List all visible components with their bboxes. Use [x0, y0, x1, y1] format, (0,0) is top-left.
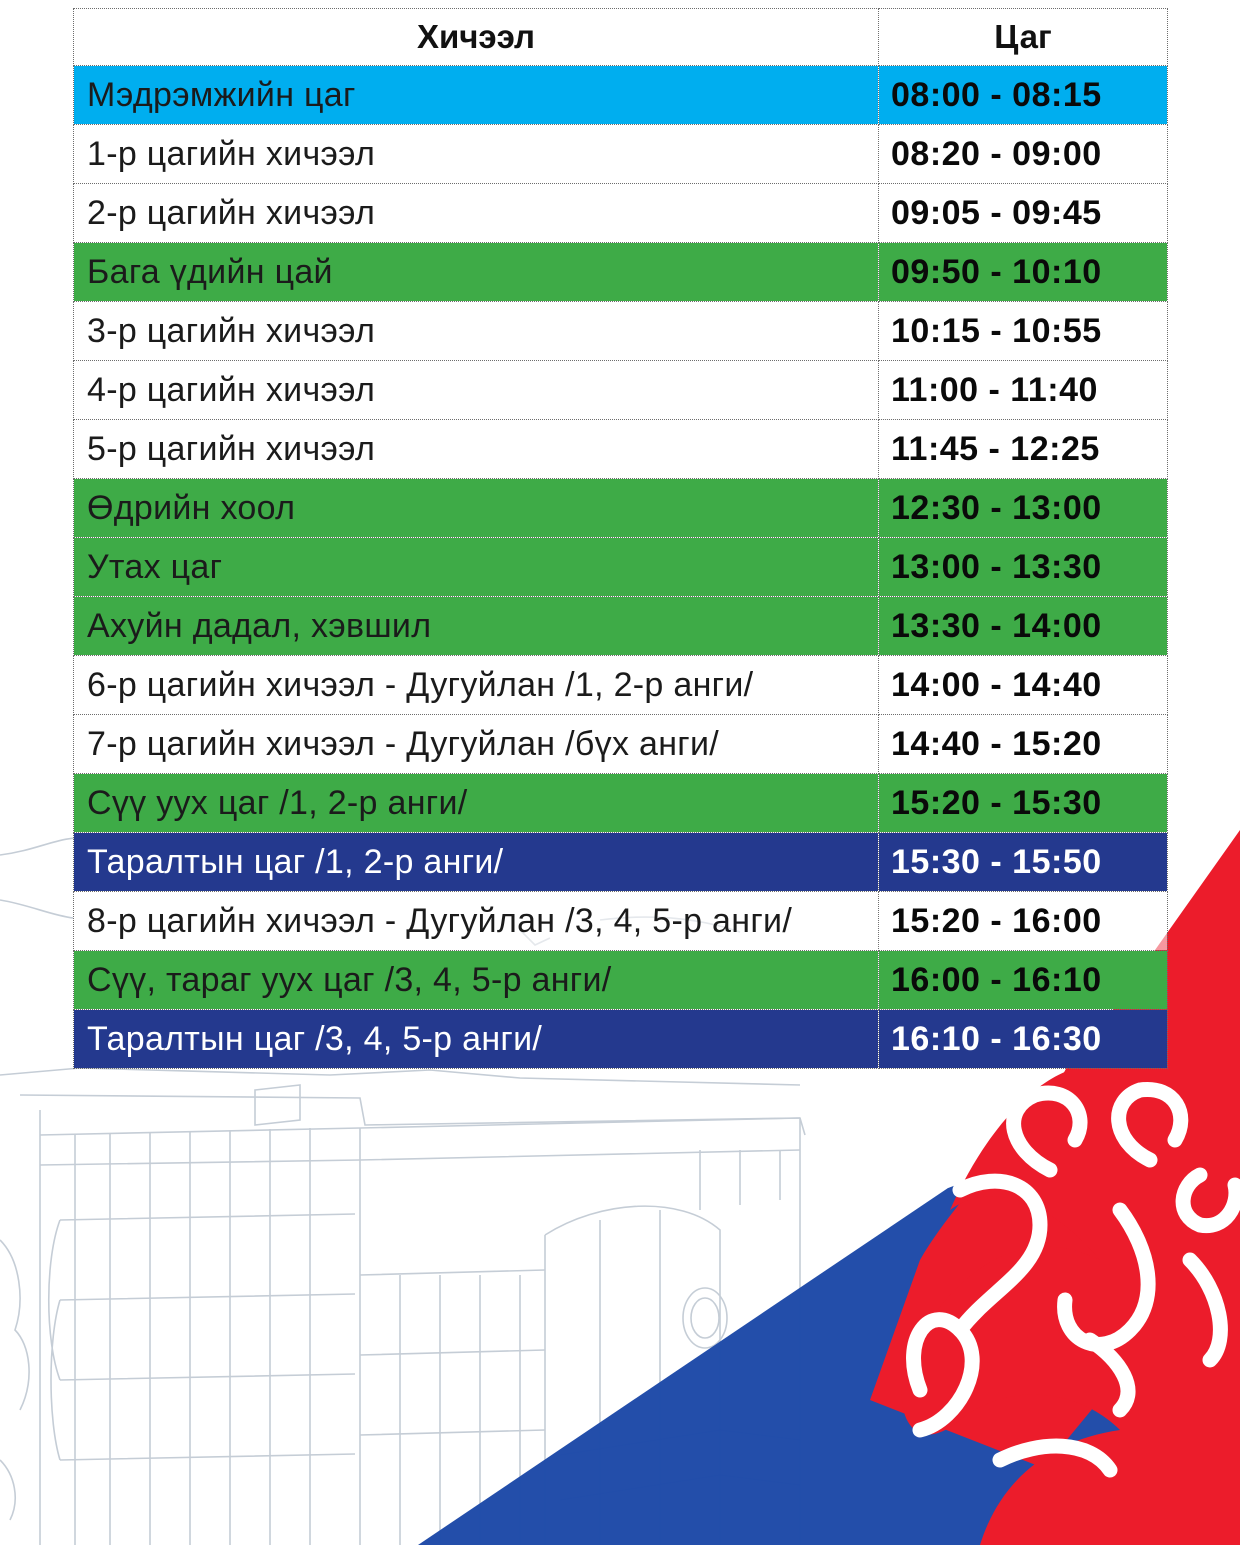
table-row — [74, 184, 1168, 243]
time-cell: 15:30 - 15:50 — [879, 833, 1168, 892]
subject-cell: Мэдрэмжийн цаг — [74, 66, 879, 125]
time-cell: 10:15 - 10:55 — [879, 302, 1168, 361]
time-cell: 11:00 - 11:40 — [879, 361, 1168, 420]
time-cell: 16:00 - 16:10 — [879, 951, 1168, 1010]
subject-cell: Таралтын цаг /3, 4, 5-р анги/ — [74, 1010, 879, 1069]
subject-cell: 4-р цагийн хичээл — [74, 361, 879, 420]
subject-cell: 3-р цагийн хичээл — [74, 302, 879, 361]
subject-cell: Ахуйн дадал, хэвшил — [74, 597, 879, 656]
schedule-table — [73, 8, 1168, 1069]
table-row — [74, 125, 1168, 184]
table-row — [74, 420, 1168, 479]
subject-cell: Сүү, тараг уух цаг /3, 4, 5-р анги/ — [74, 951, 879, 1010]
subject-cell: 1-р цагийн хичээл — [74, 125, 879, 184]
table-row — [74, 951, 1168, 1010]
subject-cell: Утах цаг — [74, 538, 879, 597]
time-cell: 15:20 - 16:00 — [879, 892, 1168, 951]
subject-cell: 5-р цагийн хичээл — [74, 420, 879, 479]
table-row — [74, 833, 1168, 892]
time-cell: 08:20 - 09:00 — [879, 125, 1168, 184]
subject-cell: Өдрийн хоол — [74, 479, 879, 538]
time-cell: 13:30 - 14:00 — [879, 597, 1168, 656]
time-cell: 15:20 - 15:30 — [879, 774, 1168, 833]
subject-cell: 8-р цагийн хичээл - Дугуйлан /3, 4, 5-р анги/ — [74, 892, 879, 951]
time-cell: 14:40 - 15:20 — [879, 715, 1168, 774]
time-cell: 16:10 - 16:30 — [879, 1010, 1168, 1069]
table-header-row — [74, 9, 1168, 66]
table-row — [74, 479, 1168, 538]
table-row — [74, 656, 1168, 715]
time-cell: 12:30 - 13:00 — [879, 479, 1168, 538]
table-row — [74, 892, 1168, 951]
subject-cell: Бага үдийн цай — [74, 243, 879, 302]
time-cell: 11:45 - 12:25 — [879, 420, 1168, 479]
table-row — [74, 361, 1168, 420]
table-row — [74, 597, 1168, 656]
time-cell: 13:00 - 13:30 — [879, 538, 1168, 597]
table-row — [74, 715, 1168, 774]
table-row — [74, 302, 1168, 361]
time-cell: 08:00 - 08:15 — [879, 66, 1168, 125]
table-row — [74, 774, 1168, 833]
subject-cell: 2-р цагийн хичээл — [74, 184, 879, 243]
table-row — [74, 538, 1168, 597]
subject-cell: 6-р цагийн хичээл - Дугуйлан /1, 2-р анги/ — [74, 656, 879, 715]
subject-cell: Сүү уух цаг /1, 2-р анги/ — [74, 774, 879, 833]
table-row — [74, 1010, 1168, 1069]
time-cell: 09:05 - 09:45 — [879, 184, 1168, 243]
subject-cell: Таралтын цаг /1, 2-р анги/ — [74, 833, 879, 892]
time-cell: 09:50 - 10:10 — [879, 243, 1168, 302]
table-row — [74, 66, 1168, 125]
time-column-header: Цаг — [879, 9, 1168, 66]
subject-cell: 7-р цагийн хичээл - Дугуйлан /бүх анги/ — [74, 715, 879, 774]
table-row — [74, 243, 1168, 302]
time-cell: 14:00 - 14:40 — [879, 656, 1168, 715]
subject-column-header: Хичээл — [74, 9, 879, 66]
